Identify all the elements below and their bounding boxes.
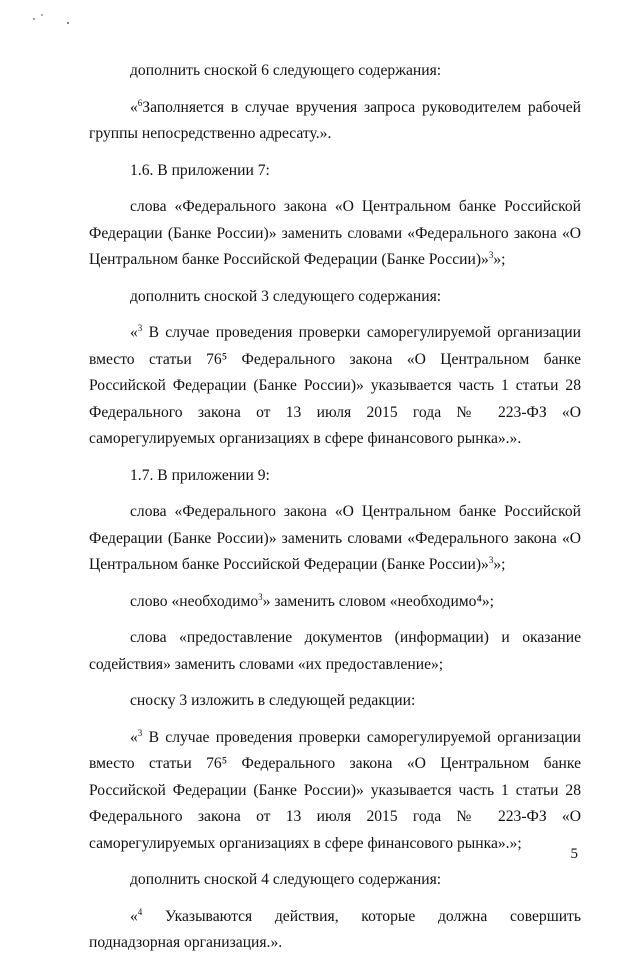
paragraph: слова «Федерального закона «О Центральном банке Российской Федерации (Банке России)» заменить словами «Федерального закона «О Центральном банке Российской Федерации (Банке России)»$^3$»; <box>89 198 581 268</box>
paragraph: дополнить сноской 4 следующего содержания: <box>130 871 442 888</box>
paragraph: дополнить сноской 6 следующего содержания: <box>130 62 442 79</box>
paragraph: «$^4$ Указываются действия, которые должна совершить поднадзорная организация.». <box>89 906 581 951</box>
section-heading: 1.6. В приложении 7: <box>130 161 270 179</box>
page-number: 5 <box>570 846 578 862</box>
document-body <box>89 58 581 967</box>
paragraph: сноску 3 изложить в следующей редакции: <box>130 692 416 709</box>
paragraph: дополнить сноской 3 следующего содержания: <box>130 287 442 305</box>
paragraph: слова «предоставление документов (информации) и оказание содействия» заменить словами «их предоставление»; <box>89 629 581 673</box>
paragraph: «$^3$ В случае проведения проверки саморегулируемой организации вместо статьи 76⁵ Федерального закона «О Центральном банке Российской Федерации (Банке России)» указывается часть 1 статьи 28 Федерального закона от 13 июля 2015 года № 223-ФЗ «О саморегулируемых организациях в сфере финансового рынка».». <box>89 322 581 447</box>
paragraph: «$^3$ В случае проведения проверки саморегулируемой организации вместо статьи 76⁵ Федерального закона «О Центральном банке Российской Федерации (Банке России)» указывается часть 1 статьи 28 Федерального закона от 13 июля 2015 года № 223-ФЗ «О саморегулируемых организациях в сфере финансового рынка».»; <box>89 727 581 852</box>
scan-specks <box>0 0 120 40</box>
paragraph: слова «Федерального закона «О Центральном банке Российской Федерации (Банке России)» заменить словами «Федерального закона «О Центральном банке Российской Федерации (Банке России)»$^3$»; <box>89 503 581 573</box>
paragraph: слово «необходимо$^3$» заменить словом «необходимо⁴»; <box>130 591 495 610</box>
section-heading: 1.7. В приложении 9: <box>130 466 270 484</box>
paragraph: «$^6$Заполняется в случае вручения запроса руководителем рабочей группы непосредственно адресату.». <box>89 97 581 142</box>
